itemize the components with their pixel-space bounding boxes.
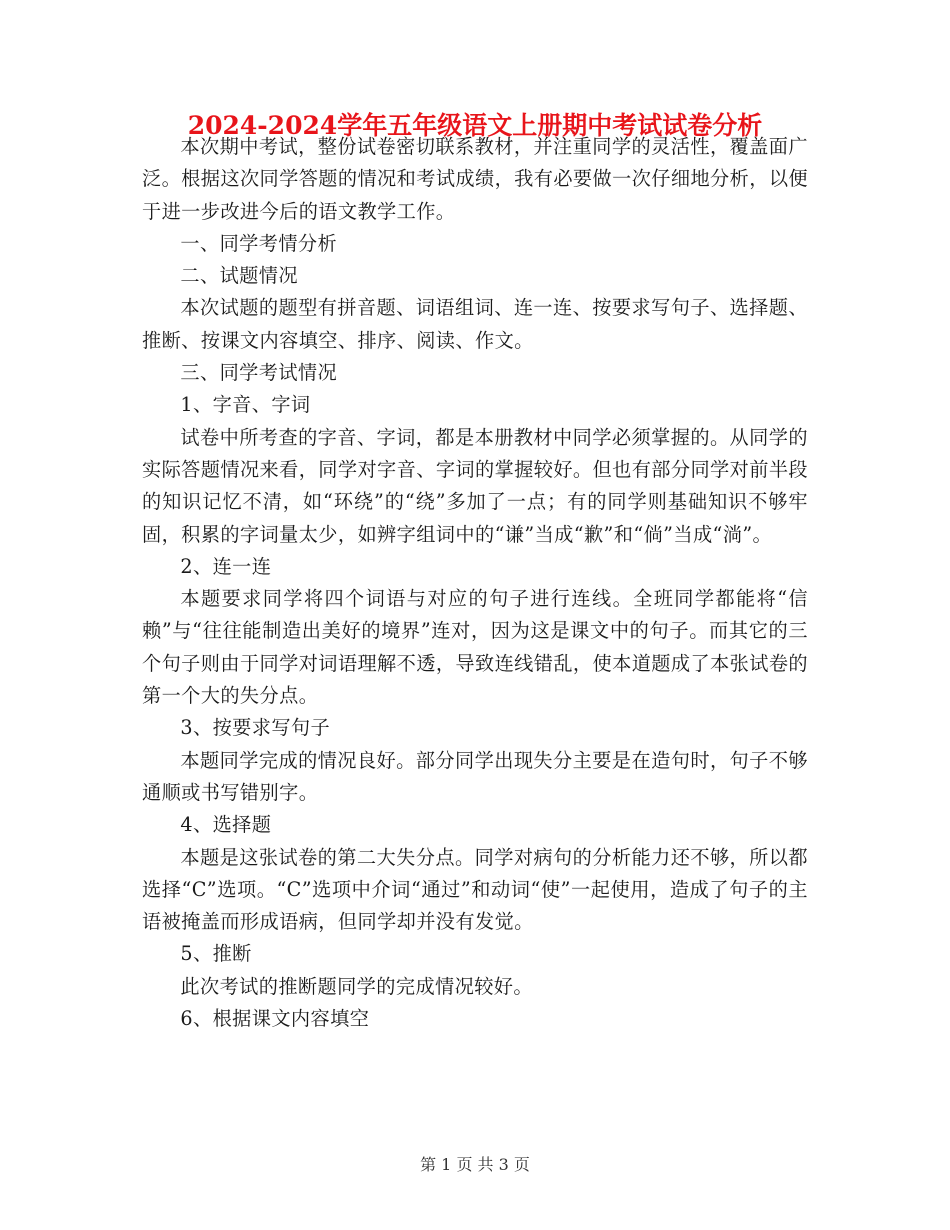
paragraph-question-types: 本次试题的题型有拼音题、词语组词、连一连、按要求写句子、选择题、推断、按课文内容填空、排序、阅读、作文。 [142, 296, 808, 352]
paragraph-intro: 本次期中考试，整份试卷密切联系教材，并注重同学的灵活性，覆盖面广泛。根据这次同学答题的情况和考试成绩，我有必要做一次仔细地分析，以便于进一步改进今后的语文教学工作。 [142, 135, 808, 223]
page-footer: 第 1 页 共 3 页 [420, 1155, 530, 1174]
paragraph-sentences: 本题同学完成的情况良好。部分同学出现失分主要是在造句时，句子不够通顺或书写错别字。 [142, 748, 808, 804]
paragraph-matching: 本题要求同学将四个词语与对应的句子进行连线。全班同学都能将“信赖”与“往往能制造出美好的境界”连对，因为这是课文中的句子。而其它的三个句子则由于同学对词语理解不透，导致连线错乱，使本道题成了本张试卷的第一个大的失分点。 [142, 587, 808, 708]
paragraph-inference: 此次考试的推断题同学的完成情况较好。 [180, 974, 533, 998]
paragraph-choice: 本题是这张试卷的第二大失分点。同学对病句的分析能力还不够，所以都选择“C”选项。“C”选项中介词“通过”和动词“使”一起使用，造成了句子的主语被掩盖而形成语病，但同学却并没有发觉。 [142, 845, 808, 934]
section-heading-3: 三、同学考试情况 [180, 361, 338, 385]
subsection-heading-5: 5、推断 [180, 942, 252, 966]
subsection-heading-3: 3、按要求写句子 [180, 716, 331, 740]
subsection-heading-1: 1、字音、字词 [180, 393, 311, 417]
document-title: 2024-2024学年五年级语文上册期中考试试卷分析 [187, 111, 763, 140]
paragraph-pronunciation: 试卷中所考查的字音、字词，都是本册教材中同学必须掌握的。从同学的实际答题情况来看，同学对字音、字词的掌握较好。但也有部分同学对前半段的知识记忆不清，如“环绕”的“绕”多加了一点；有的同学则基础知识不够牢固，积累的字词量太少，如辨字组词中的“谦”当成“歉”和“倘”当成“淌”。 [142, 425, 808, 546]
section-heading-1: 一、同学考情分析 [180, 231, 338, 255]
document-body [142, 131, 808, 1035]
section-heading-2: 二、试题情况 [180, 264, 298, 288]
subsection-heading-4: 4、选择题 [180, 813, 272, 837]
subsection-heading-6: 6、根据课文内容填空 [180, 1007, 370, 1031]
subsection-heading-2: 2、连一连 [180, 554, 272, 578]
